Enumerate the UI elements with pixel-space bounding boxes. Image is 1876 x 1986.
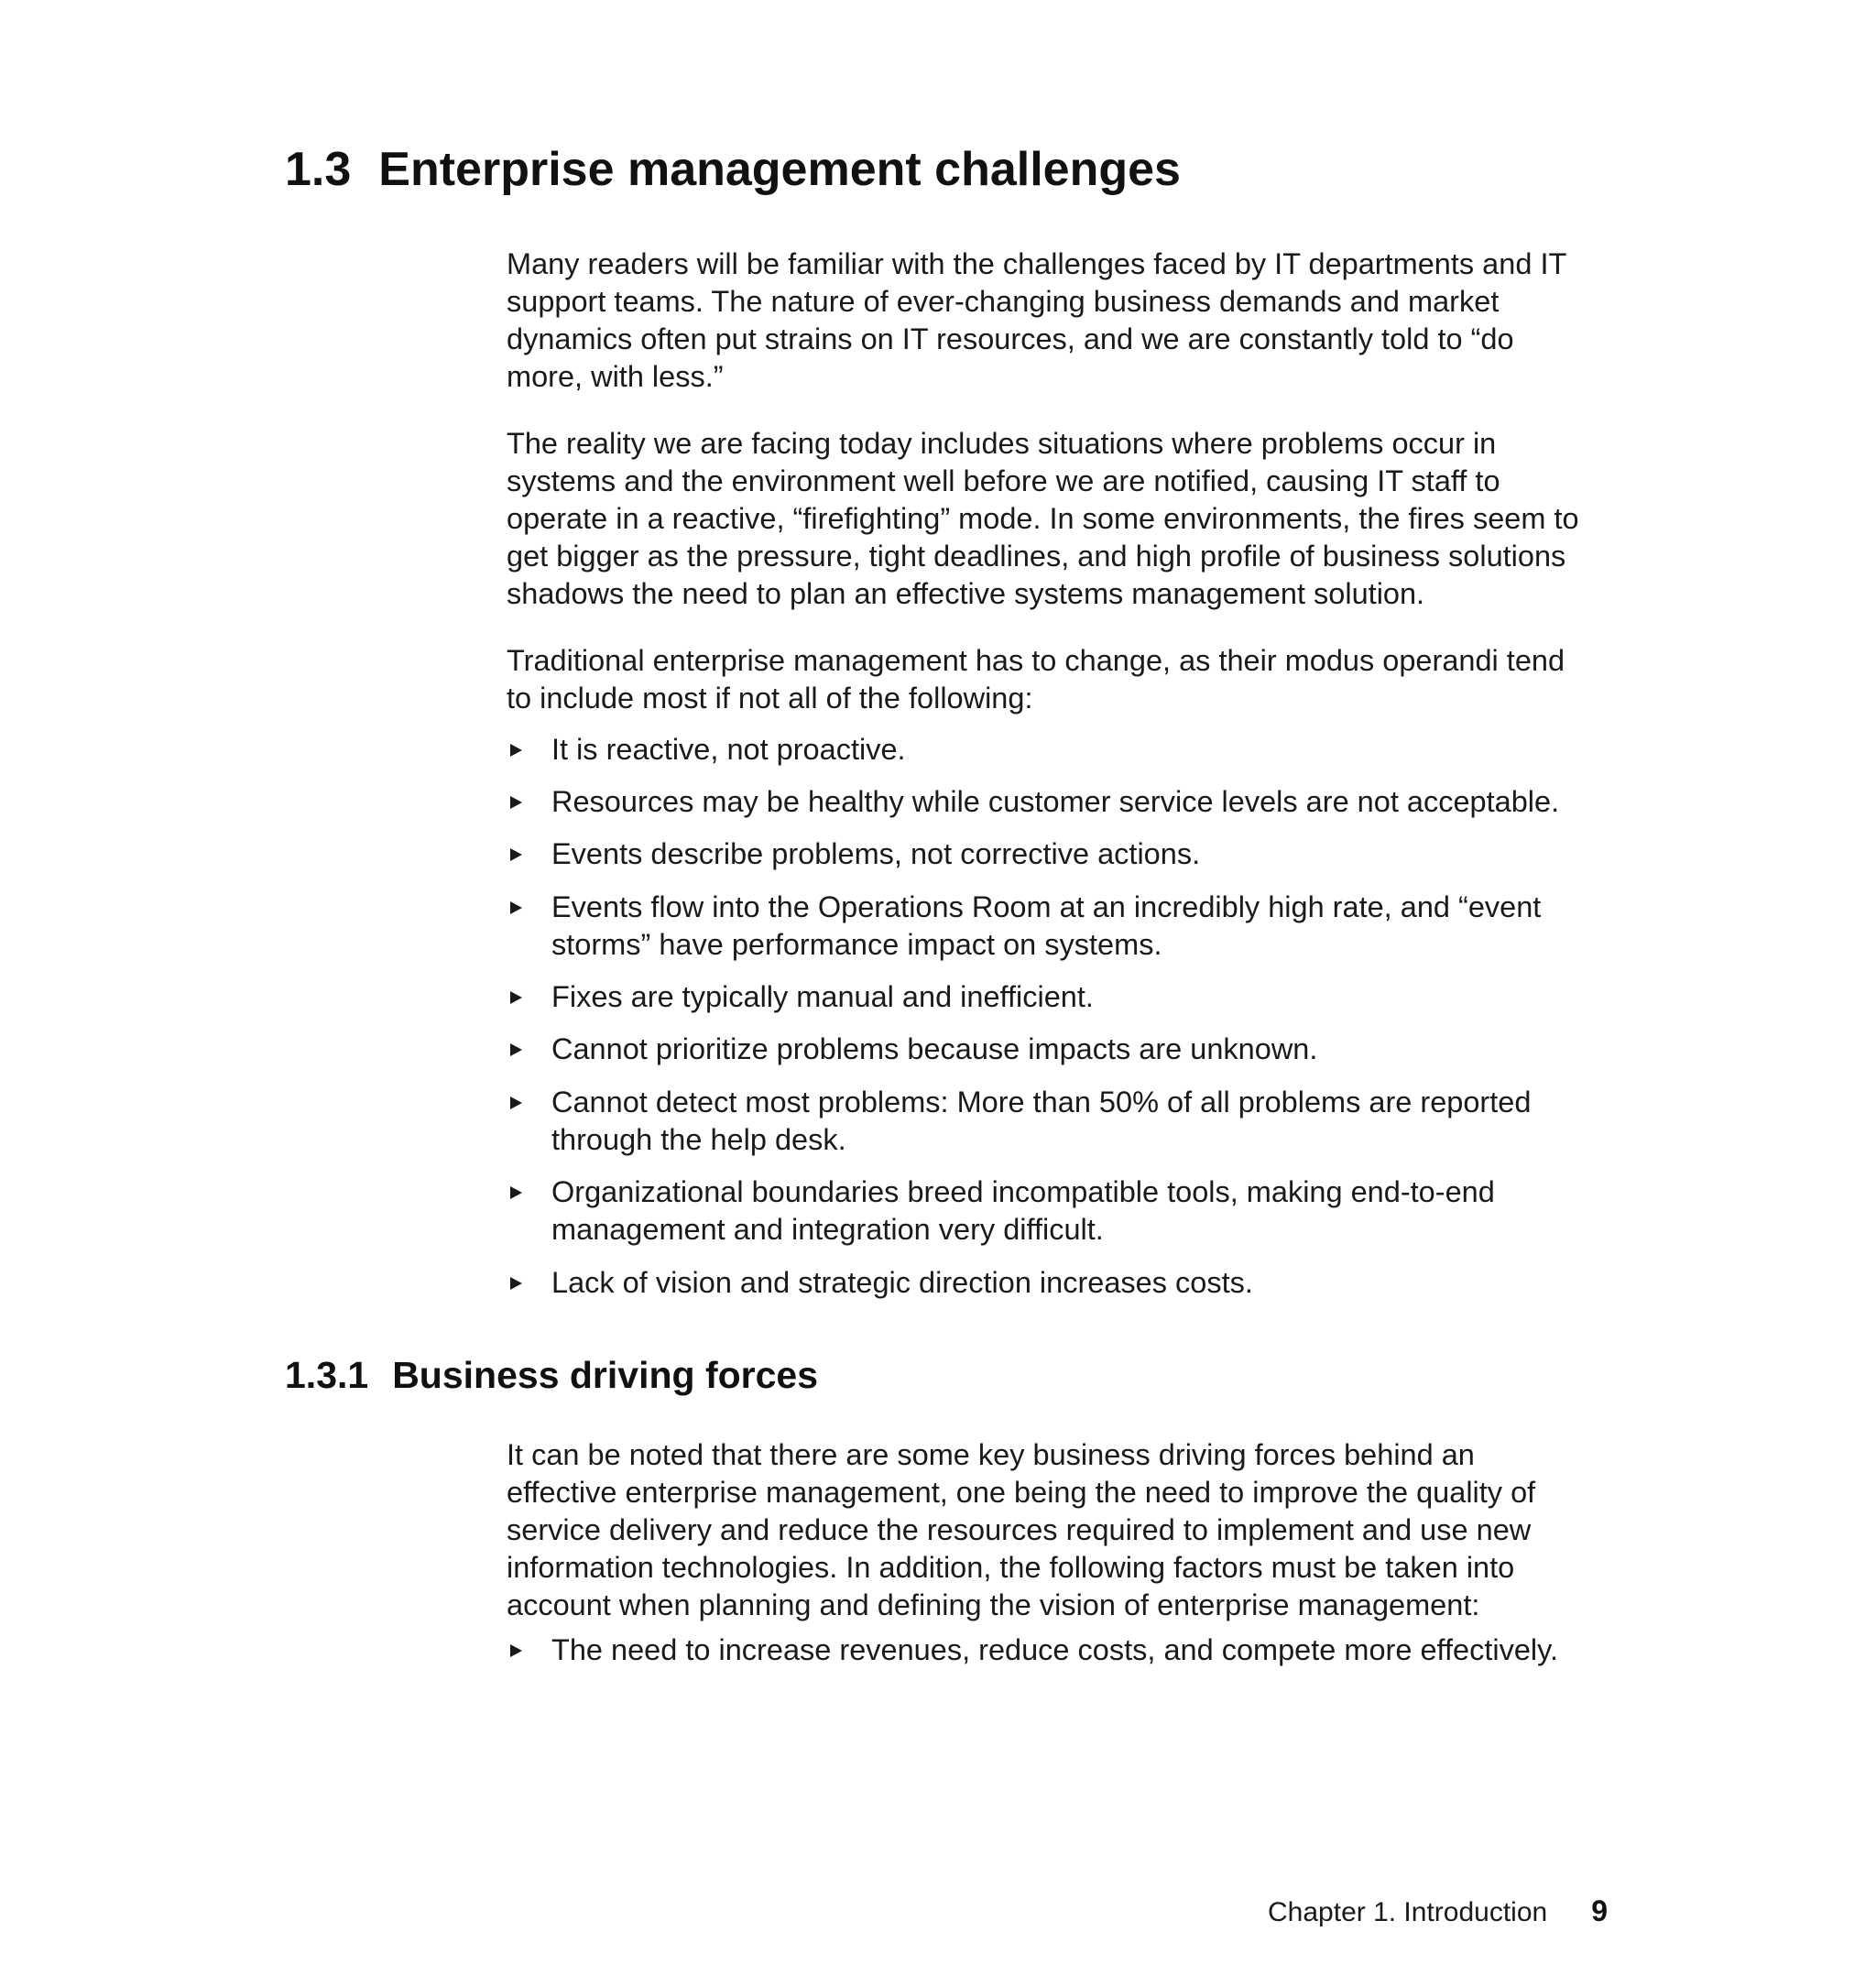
triangle-bullet-icon	[510, 1277, 522, 1290]
list-item-line: The need to increase revenues, reduce costs, and compete more effectively.	[551, 1633, 1558, 1666]
section-title: Enterprise management challenges	[378, 143, 1181, 196]
triangle-bullet-icon	[510, 1097, 522, 1109]
paragraph-line: shadows the need to plan an effective systems management solution.	[507, 577, 1425, 610]
paragraph-line: service delivery and reduce the resources required to implement and use new	[507, 1513, 1532, 1546]
list-item-line: Events describe problems, not corrective actions.	[551, 837, 1201, 870]
paragraph-3	[507, 642, 1606, 717]
triangle-bullet-icon	[510, 1644, 522, 1657]
list-item-line: management and integration very difficult.	[551, 1213, 1104, 1246]
list-item-line: It is reactive, not proactive.	[551, 733, 906, 766]
list-item	[507, 1031, 1317, 1068]
list-item	[507, 783, 1559, 821]
paragraph-line: information technologies. In addition, the following factors must be taken into	[507, 1551, 1515, 1584]
paragraph-line: account when planning and defining the vision of enterprise management:	[507, 1588, 1480, 1621]
subsection-title: Business driving forces	[392, 1354, 819, 1396]
list-item-line: Cannot prioritize problems because impacts are unknown.	[551, 1032, 1318, 1065]
list-item-line: Resources may be healthy while customer service levels are not acceptable.	[551, 785, 1560, 818]
list-item-line: Lack of vision and strategic direction increases costs.	[551, 1266, 1253, 1299]
list-item	[507, 1173, 1495, 1249]
list-item-line: Cannot detect most problems: More than 50% of all problems are reported	[551, 1086, 1532, 1118]
triangle-bullet-icon	[510, 991, 522, 1004]
paragraph-2	[507, 425, 1606, 613]
list-item-line: storms” have performance impact on systems.	[551, 928, 1162, 961]
list-item	[507, 835, 1200, 873]
footer-chapter-label: Chapter 1. Introduction	[1268, 1897, 1548, 1927]
paragraph-1	[507, 246, 1606, 396]
section-number: 1.3	[285, 143, 352, 196]
triangle-bullet-icon	[510, 796, 522, 809]
paragraph-line: support teams. The nature of ever-changing business demands and market	[507, 285, 1500, 318]
subsection-heading	[285, 1350, 818, 1400]
paragraph-line: dynamics often put strains on IT resources, and we are constantly told to “do	[507, 322, 1514, 355]
triangle-bullet-icon	[510, 744, 522, 757]
list-item	[507, 1084, 1531, 1159]
list-item	[507, 978, 1094, 1016]
list-item-line: Events flow into the Operations Room at an incredibly high rate, and “event	[551, 890, 1542, 923]
section-heading	[285, 139, 1181, 200]
list-item	[507, 1631, 1558, 1669]
paragraph-line: to include most if not all of the following:	[507, 682, 1033, 715]
subsection-number: 1.3.1	[285, 1354, 369, 1396]
paragraph-line: systems and the environment well before we are notified, causing IT staff to	[507, 464, 1500, 497]
page-number: 9	[1591, 1894, 1608, 1927]
list-item-line: through the help desk.	[551, 1123, 846, 1156]
paragraph-line: effective enterprise management, one being the need to improve the quality of	[507, 1476, 1536, 1509]
triangle-bullet-icon	[510, 1043, 522, 1056]
list-item-line: Organizational boundaries breed incompatible tools, making end-to-end	[551, 1175, 1495, 1208]
paragraph-line: Many readers will be familiar with the challenges faced by IT departments and IT	[507, 247, 1567, 280]
list-item	[507, 731, 906, 769]
list-item	[507, 889, 1541, 964]
page-footer	[1191, 1893, 1608, 1931]
paragraph-line: get bigger as the pressure, tight deadlines, and high profile of business solutions	[507, 540, 1566, 573]
paragraph-4	[507, 1436, 1606, 1624]
list-item	[507, 1264, 1253, 1302]
triangle-bullet-icon	[510, 901, 522, 914]
list-item-line: Fixes are typically manual and inefficient.	[551, 980, 1094, 1013]
paragraph-line: more, with less.”	[507, 360, 724, 393]
paragraph-line: The reality we are facing today includes situations where problems occur in	[507, 427, 1497, 460]
triangle-bullet-icon	[510, 1186, 522, 1199]
paragraph-line: Traditional enterprise management has to change, as their modus operandi tend	[507, 644, 1565, 677]
triangle-bullet-icon	[510, 848, 522, 861]
paragraph-line: operate in a reactive, “firefighting” mode. In some environments, the fires seem to	[507, 502, 1579, 535]
paragraph-line: It can be noted that there are some key business driving forces behind an	[507, 1438, 1475, 1471]
